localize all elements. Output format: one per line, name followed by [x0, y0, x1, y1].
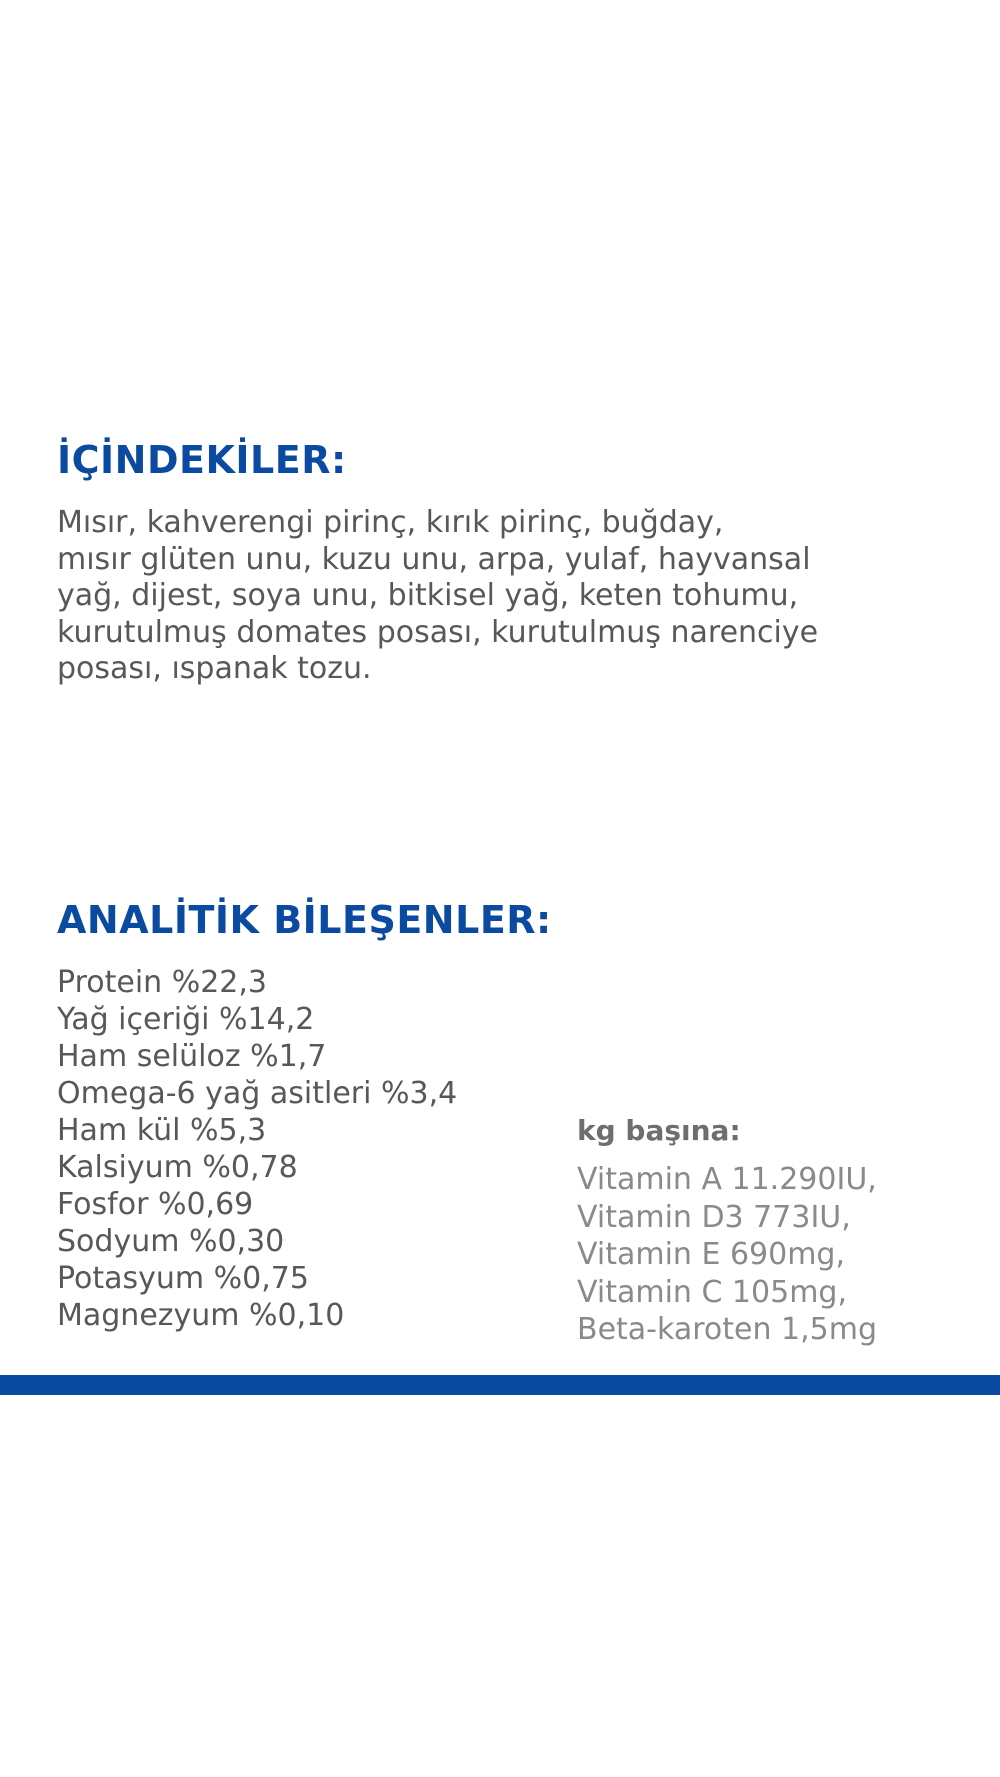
per-kg-label: kg başına: — [577, 1114, 741, 1147]
analytic-item-phosphorus: Fosfor %0,69 — [57, 1187, 254, 1222]
analytic-item-calcium: Kalsiyum %0,78 — [57, 1150, 298, 1185]
vitamin-item-c: Vitamin C 105mg, — [577, 1274, 847, 1310]
analytic-components-list — [57, 964, 457, 1334]
vitamin-item-a: Vitamin A 11.290IU, — [577, 1162, 877, 1197]
ingredients-text — [57, 505, 977, 688]
vitamin-item-e: Vitamin E 690mg, — [577, 1237, 846, 1272]
ingredients-line: mısır glüten unu, kuzu unu, arpa, yulaf, hayvansal — [57, 541, 811, 577]
analytic-item-crude-fibre: Ham selüloz %1,7 — [57, 1039, 327, 1074]
analytic-item-fat: Yağ içeriği %14,2 — [57, 1002, 315, 1037]
ingredients-line: posası, ıspanak tozu. — [57, 651, 372, 686]
analytic-item-potassium: Potasyum %0,75 — [57, 1261, 309, 1296]
ingredients-line: yağ, dijest, soya unu, bitkisel yağ, keten tohumu, — [57, 578, 799, 613]
analytic-item-crude-ash: Ham kül %5,3 — [57, 1113, 267, 1148]
analytic-item-omega-6: Omega-6 yağ asitleri %3,4 — [57, 1076, 458, 1111]
vitamin-list — [577, 1161, 877, 1349]
vitamin-item-d3: Vitamin D3 773IU, — [577, 1199, 851, 1235]
analytic-components-heading: ANALİTİK BİLEŞENLER: — [57, 898, 552, 942]
ingredients-heading: İÇİNDEKİLER: — [57, 438, 347, 482]
analytic-item-sodium: Sodyum %0,30 — [57, 1224, 285, 1259]
footer-divider-bar — [0, 1375, 1000, 1395]
ingredients-line: Mısır, kahverengi pirinç, kırık pirinç, buğday, — [57, 505, 724, 540]
ingredients-line: kurutulmuş domates posası, kurutulmuş narenciye — [57, 614, 819, 650]
analytic-item-magnesium: Magnezyum %0,10 — [57, 1298, 345, 1333]
analytic-item-protein: Protein %22,3 — [57, 965, 267, 1000]
vitamin-item-beta-carotene: Beta-karoten 1,5mg — [577, 1312, 878, 1347]
